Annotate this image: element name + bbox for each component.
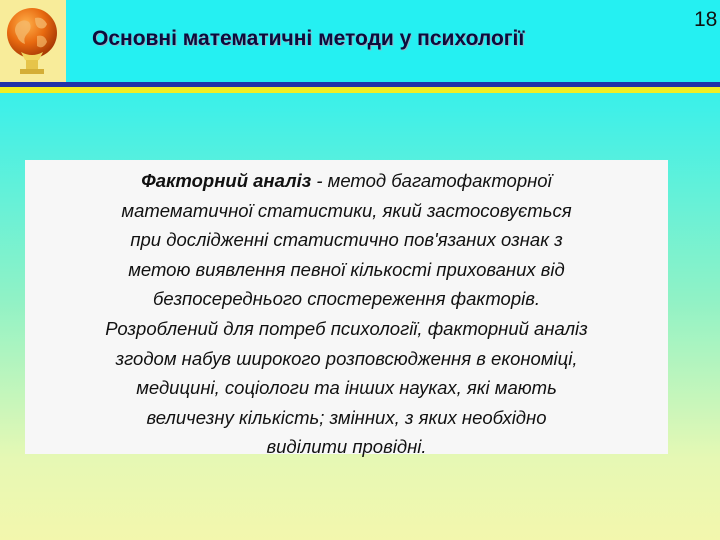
definition-line: при дослідженні статистично пов'язаних ознак з bbox=[130, 229, 563, 251]
definition-line: медицині, соціологи та інших науках, які мають bbox=[136, 377, 557, 399]
page-title: Основні математичні методи у психології bbox=[92, 27, 525, 50]
header-bar bbox=[0, 0, 720, 82]
definition-line: виділити провідні. bbox=[266, 436, 427, 458]
term-label: Факторний аналіз bbox=[141, 170, 312, 191]
divider-yellow bbox=[0, 87, 720, 93]
definition-line: математичної статистики, який застосовується bbox=[121, 199, 572, 221]
definition-line: безпосереднього спостереження факторів. bbox=[152, 288, 541, 310]
definition-text-box bbox=[25, 160, 668, 458]
globe-with-pedestal-icon bbox=[3, 6, 61, 78]
logo bbox=[0, 0, 66, 82]
definition-text: - метод багатофакторної bbox=[311, 170, 552, 191]
definition-line: метою виявлення певної кількості прихованих від bbox=[128, 258, 565, 280]
slide-number: 18 bbox=[694, 8, 718, 31]
definition-line: згодом набув широкого розповсюдження в економіці, bbox=[115, 347, 578, 369]
definition-line: величезну кількість; змінних, з яких необхідно bbox=[146, 406, 547, 428]
definition-line bbox=[33, 166, 660, 196]
definition-line: Розроблений для потреб психології, факторний аналіз bbox=[105, 317, 588, 339]
